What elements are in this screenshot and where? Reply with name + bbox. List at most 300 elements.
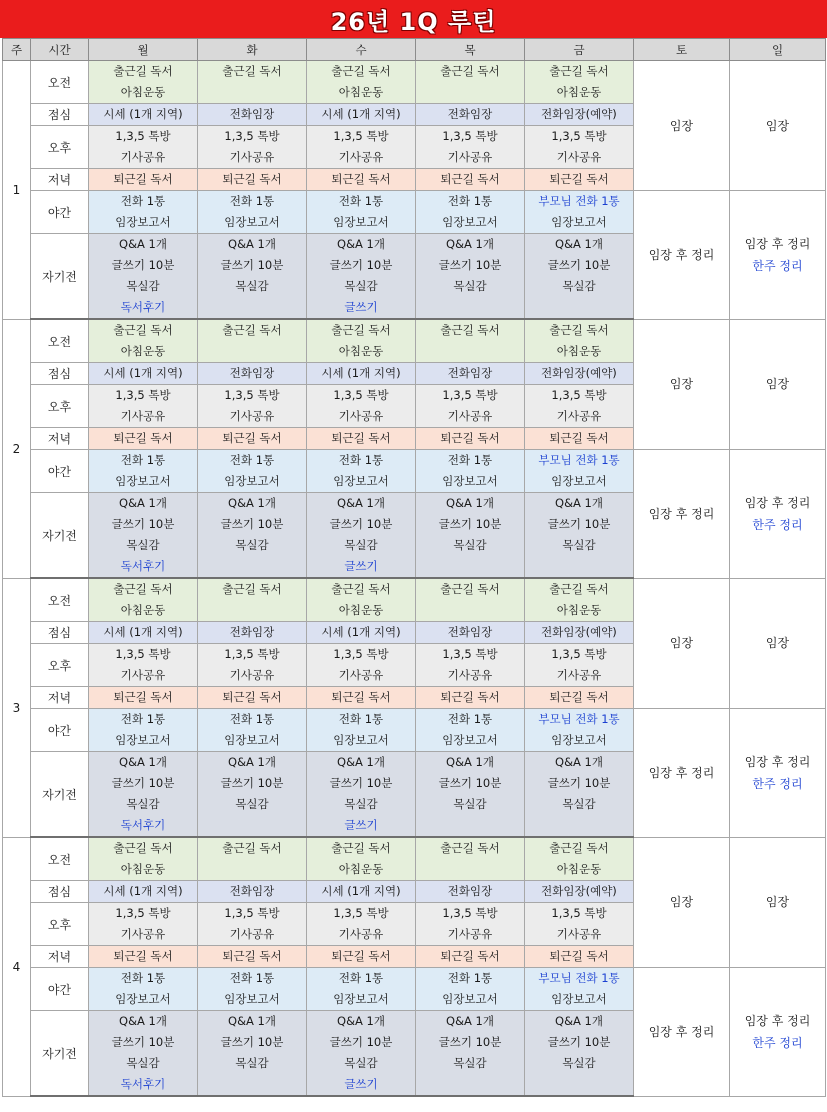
routine-cell <box>307 428 416 450</box>
weekend-sun-review <box>730 450 826 579</box>
routine-cell <box>198 752 307 838</box>
routine-item: Q&A 1개 <box>337 237 385 251</box>
routine-item: 임장보고서 <box>551 733 607 747</box>
routine-cell <box>198 428 307 450</box>
routine-item: 1,3,5 톡방 <box>224 906 280 920</box>
routine-item: 글쓰기 10분 <box>111 776 175 790</box>
weekend-sun-review <box>730 709 826 838</box>
routine-cell <box>198 578 307 622</box>
routine-item: Q&A 1개 <box>446 755 494 769</box>
routine-item: 기사공유 <box>120 927 166 941</box>
routine-item: 아침운동 <box>556 603 602 617</box>
time-slot-label: 야간 <box>31 450 89 493</box>
routine-item: 임장보고서 <box>551 992 607 1006</box>
routine-cell <box>89 968 198 1011</box>
week-4-night-row <box>3 968 826 1011</box>
routine-item: 글쓰기 10분 <box>438 776 502 790</box>
routine-item: 글쓰기 10분 <box>220 258 284 272</box>
routine-item: 전화 1통 <box>338 453 384 467</box>
routine-item: 1,3,5 톡방 <box>442 906 498 920</box>
routine-item: 전화임장 <box>447 625 493 639</box>
routine-item <box>525 556 633 577</box>
routine-item: 전화 1통 <box>447 453 493 467</box>
routine-cell <box>525 837 634 881</box>
routine-cell <box>89 191 198 234</box>
week-4-morning-row <box>3 837 826 881</box>
weekend-sun-review <box>730 191 826 320</box>
routine-item: Q&A 1개 <box>119 237 167 251</box>
routine-item <box>525 297 633 318</box>
routine-item: 전화임장 <box>229 884 275 898</box>
routine-cell <box>416 169 525 191</box>
routine-item: 임장보고서 <box>333 733 389 747</box>
routine-item: 전화 1통 <box>447 712 493 726</box>
routine-cell <box>416 126 525 169</box>
routine-item: Q&A 1개 <box>555 1014 603 1028</box>
routine-cell <box>89 493 198 579</box>
routine-item: 출근길 독서 <box>222 582 282 596</box>
routine-cell <box>198 837 307 881</box>
routine-item: 목실감 <box>453 279 487 293</box>
routine-item: 기사공유 <box>229 409 275 423</box>
routine-item: 목실감 <box>562 1056 596 1070</box>
routine-cell <box>416 363 525 385</box>
routine-item: 퇴근길 독서 <box>331 690 391 704</box>
routine-cell <box>198 61 307 104</box>
weekend-sun-main: 임장 <box>730 61 826 191</box>
routine-item: Q&A 1개 <box>119 496 167 510</box>
routine-cell <box>416 709 525 752</box>
routine-item: 부모님 전화 1통 <box>538 712 620 726</box>
routine-item: 목실감 <box>344 538 378 552</box>
routine-item <box>416 297 524 318</box>
routine-cell <box>416 578 525 622</box>
routine-item: 전화임장 <box>447 366 493 380</box>
routine-item: 전화 1통 <box>120 194 166 208</box>
routine-cell <box>525 61 634 104</box>
routine-item: 글쓰기 10분 <box>111 517 175 531</box>
routine-cell <box>525 169 634 191</box>
routine-item: 임장보고서 <box>333 474 389 488</box>
routine-item: 퇴근길 독서 <box>440 949 500 963</box>
routine-item <box>416 1074 524 1095</box>
routine-cell <box>307 385 416 428</box>
routine-item: 글쓰기 10분 <box>329 258 393 272</box>
routine-item: 1,3,5 톡방 <box>442 129 498 143</box>
routine-cell <box>89 903 198 946</box>
routine-cell <box>525 881 634 903</box>
routine-item: 전화임장 <box>229 107 275 121</box>
routine-item: 1,3,5 톡방 <box>442 388 498 402</box>
routine-item: 1,3,5 톡방 <box>115 906 171 920</box>
routine-item: 독서후기 <box>120 818 166 832</box>
routine-item: 목실감 <box>344 1056 378 1070</box>
routine-item <box>416 556 524 577</box>
routine-cell <box>89 363 198 385</box>
routine-cell <box>89 578 198 622</box>
routine-item: 글쓰기 10분 <box>220 776 284 790</box>
routine-item: 전화임장(예약) <box>541 366 617 380</box>
routine-item: 임장보고서 <box>224 474 280 488</box>
routine-item: 아침운동 <box>120 862 166 876</box>
routine-item <box>198 82 306 103</box>
routine-item: 출근길 독서 <box>113 323 173 337</box>
routine-cell <box>416 450 525 493</box>
routine-cell <box>89 881 198 903</box>
routine-item <box>416 815 524 836</box>
routine-cell <box>307 903 416 946</box>
routine-item: 글쓰기 10분 <box>111 1035 175 1049</box>
routine-item: 아침운동 <box>556 344 602 358</box>
routine-item: 글쓰기 10분 <box>329 776 393 790</box>
routine-item: 아침운동 <box>120 85 166 99</box>
header-week: 주 <box>3 39 31 61</box>
routine-item: 출근길 독서 <box>222 841 282 855</box>
week-3-night-row <box>3 709 826 752</box>
routine-item: Q&A 1개 <box>337 1014 385 1028</box>
routine-cell <box>525 622 634 644</box>
routine-item: 글쓰기 10분 <box>220 1035 284 1049</box>
routine-item: 퇴근길 독서 <box>222 172 282 186</box>
header-time: 시간 <box>31 39 89 61</box>
time-slot-label: 오후 <box>31 644 89 687</box>
routine-item: 1,3,5 톡방 <box>115 129 171 143</box>
routine-item: 임장보고서 <box>224 215 280 229</box>
routine-item: 목실감 <box>562 279 596 293</box>
routine-cell <box>416 61 525 104</box>
routine-item: 독서후기 <box>120 300 166 314</box>
routine-item: 전화임장 <box>229 625 275 639</box>
routine-item: 글쓰기 10분 <box>438 258 502 272</box>
routine-item: 글쓰기 10분 <box>547 517 611 531</box>
routine-item <box>416 341 524 362</box>
routine-item <box>198 556 306 577</box>
routine-item: 임장보고서 <box>333 215 389 229</box>
time-slot-label: 점심 <box>31 363 89 385</box>
weekend-sat-main: 임장 <box>634 319 730 450</box>
routine-item: 기사공유 <box>229 150 275 164</box>
routine-cell <box>89 234 198 320</box>
routine-cell <box>89 644 198 687</box>
routine-item: 글쓰기 10분 <box>111 258 175 272</box>
time-slot-label: 저녁 <box>31 946 89 968</box>
routine-item: 기사공유 <box>338 409 384 423</box>
routine-item: 임장보고서 <box>442 733 498 747</box>
weekend-sat-main: 임장 <box>634 61 730 191</box>
routine-item: 퇴근길 독서 <box>113 431 173 445</box>
routine-item: 기사공유 <box>120 409 166 423</box>
routine-cell <box>525 493 634 579</box>
routine-item: Q&A 1개 <box>228 1014 276 1028</box>
routine-item: 시세 (1개 지역) <box>321 884 401 898</box>
routine-cell <box>89 1011 198 1097</box>
routine-item: 기사공유 <box>338 927 384 941</box>
routine-cell <box>198 946 307 968</box>
week-1-morning-row <box>3 61 826 104</box>
routine-item: 1,3,5 톡방 <box>551 647 607 661</box>
routine-item: 임장보고서 <box>551 215 607 229</box>
routine-item: 글쓰기 10분 <box>329 1035 393 1049</box>
routine-item: 출근길 독서 <box>549 64 609 78</box>
routine-cell <box>416 968 525 1011</box>
routine-cell <box>89 709 198 752</box>
routine-item: 임장보고서 <box>115 733 171 747</box>
header-sat: 토 <box>634 39 730 61</box>
routine-item: 전화임장(예약) <box>541 625 617 639</box>
routine-cell <box>198 903 307 946</box>
time-slot-label: 점심 <box>31 881 89 903</box>
routine-item: 목실감 <box>453 538 487 552</box>
routine-item: 아침운동 <box>556 85 602 99</box>
routine-cell <box>89 687 198 709</box>
routine-item: 부모님 전화 1통 <box>538 453 620 467</box>
time-slot-label: 오전 <box>31 61 89 104</box>
routine-cell <box>416 752 525 838</box>
routine-item: 퇴근길 독서 <box>222 949 282 963</box>
routine-item: 글쓰기 10분 <box>547 258 611 272</box>
routine-item: 기사공유 <box>120 150 166 164</box>
routine-cell <box>198 126 307 169</box>
routine-item: 출근길 독서 <box>440 64 500 78</box>
routine-item: 부모님 전화 1통 <box>538 194 620 208</box>
routine-item: 퇴근길 독서 <box>113 949 173 963</box>
week-1-night-row <box>3 191 826 234</box>
routine-item: 목실감 <box>126 797 160 811</box>
routine-item: 임장보고서 <box>442 474 498 488</box>
routine-item: 임장보고서 <box>551 474 607 488</box>
routine-item <box>198 297 306 318</box>
time-slot-label: 점심 <box>31 622 89 644</box>
time-slot-label: 자기전 <box>31 234 89 320</box>
routine-item: 기사공유 <box>447 927 493 941</box>
routine-item: 전화임장 <box>447 884 493 898</box>
week-number: 2 <box>3 319 31 578</box>
routine-item: 1,3,5 톡방 <box>333 388 389 402</box>
routine-item: 글쓰기 10분 <box>547 1035 611 1049</box>
time-slot-label: 오후 <box>31 385 89 428</box>
routine-item: 전화 1통 <box>338 971 384 985</box>
routine-cell <box>416 622 525 644</box>
weekend-sat-review: 임장 후 정리 <box>634 191 730 320</box>
routine-item <box>198 600 306 621</box>
routine-item: 목실감 <box>126 1056 160 1070</box>
routine-cell <box>307 234 416 320</box>
routine-cell <box>307 687 416 709</box>
weekend-sun-main: 임장 <box>730 578 826 709</box>
weekend-sun-review <box>730 968 826 1097</box>
routine-item: 글쓰기 10분 <box>329 517 393 531</box>
routine-cell <box>525 191 634 234</box>
routine-cell <box>89 104 198 126</box>
routine-cell <box>89 837 198 881</box>
routine-cell <box>89 428 198 450</box>
routine-item: 1,3,5 톡방 <box>224 647 280 661</box>
routine-cell <box>198 1011 307 1097</box>
routine-item: 임장보고서 <box>224 992 280 1006</box>
routine-item: 글쓰기 10분 <box>547 776 611 790</box>
routine-cell <box>525 709 634 752</box>
weekend-sun-review-line: 임장 후 정리 <box>744 236 811 251</box>
routine-item: 아침운동 <box>338 862 384 876</box>
routine-item <box>198 815 306 836</box>
routine-cell <box>307 578 416 622</box>
routine-item: 독서후기 <box>120 559 166 573</box>
week-3-morning-row <box>3 578 826 622</box>
routine-cell <box>416 881 525 903</box>
routine-item: 글쓰기 <box>344 1077 378 1091</box>
weekend-sat-review: 임장 후 정리 <box>634 968 730 1097</box>
time-slot-label: 자기전 <box>31 493 89 579</box>
routine-cell <box>307 709 416 752</box>
routine-item: 시세 (1개 지역) <box>321 366 401 380</box>
routine-cell <box>89 385 198 428</box>
header-fri: 금 <box>525 39 634 61</box>
routine-item: 1,3,5 톡방 <box>442 647 498 661</box>
routine-cell <box>198 644 307 687</box>
routine-cell <box>307 1011 416 1097</box>
weekend-sun-review-line: 임장 후 정리 <box>744 754 811 769</box>
routine-item <box>416 82 524 103</box>
weekend-sat-review: 임장 후 정리 <box>634 709 730 838</box>
routine-item: 임장보고서 <box>115 992 171 1006</box>
routine-item: Q&A 1개 <box>228 755 276 769</box>
routine-item: 퇴근길 독서 <box>222 431 282 445</box>
routine-item: 임장보고서 <box>442 992 498 1006</box>
routine-item: 전화임장(예약) <box>541 107 617 121</box>
routine-cell <box>89 450 198 493</box>
routine-cell <box>416 319 525 363</box>
routine-item: 부모님 전화 1통 <box>538 971 620 985</box>
time-slot-label: 점심 <box>31 104 89 126</box>
time-slot-label: 야간 <box>31 968 89 1011</box>
routine-item: 1,3,5 톡방 <box>551 129 607 143</box>
week-number: 3 <box>3 578 31 837</box>
routine-item: 전화 1통 <box>447 194 493 208</box>
routine-item: 글쓰기 <box>344 559 378 573</box>
routine-item: 퇴근길 독서 <box>222 690 282 704</box>
routine-item: 임장보고서 <box>115 474 171 488</box>
routine-item: 기사공유 <box>338 668 384 682</box>
routine-item: 독서후기 <box>120 1077 166 1091</box>
routine-cell <box>89 946 198 968</box>
routine-cell <box>416 104 525 126</box>
routine-cell <box>89 319 198 363</box>
routine-item <box>198 1074 306 1095</box>
routine-cell <box>525 319 634 363</box>
routine-item: 전화 1통 <box>229 971 275 985</box>
weekend-sun-weekly-review: 한주 정리 <box>752 1035 803 1050</box>
time-slot-label: 저녁 <box>31 428 89 450</box>
routine-item: 퇴근길 독서 <box>331 172 391 186</box>
week-2-night-row <box>3 450 826 493</box>
routine-cell <box>307 752 416 838</box>
routine-item: 퇴근길 독서 <box>440 431 500 445</box>
routine-cell <box>416 191 525 234</box>
routine-item: 전화 1통 <box>229 194 275 208</box>
time-slot-label: 오후 <box>31 126 89 169</box>
routine-item: Q&A 1개 <box>337 755 385 769</box>
weekend-sat-main: 임장 <box>634 578 730 709</box>
weekend-sun-weekly-review: 한주 정리 <box>752 776 803 791</box>
routine-cell <box>89 126 198 169</box>
routine-item: 아침운동 <box>120 603 166 617</box>
routine-item: 전화 1통 <box>229 453 275 467</box>
routine-cell <box>416 903 525 946</box>
routine-item: Q&A 1개 <box>228 496 276 510</box>
time-slot-label: 자기전 <box>31 752 89 838</box>
routine-cell <box>416 234 525 320</box>
routine-cell <box>525 578 634 622</box>
routine-cell <box>416 946 525 968</box>
weekend-sat-main: 임장 <box>634 837 730 968</box>
routine-item: 전화 1통 <box>229 712 275 726</box>
routine-item: 출근길 독서 <box>331 582 391 596</box>
routine-item: 글쓰기 10분 <box>438 1035 502 1049</box>
routine-item: 퇴근길 독서 <box>113 172 173 186</box>
routine-cell <box>198 319 307 363</box>
routine-cell <box>525 428 634 450</box>
routine-item: 목실감 <box>126 279 160 293</box>
routine-item <box>416 600 524 621</box>
routine-cell <box>525 234 634 320</box>
routine-item: 글쓰기 <box>344 300 378 314</box>
routine-item: 임장보고서 <box>333 992 389 1006</box>
weekend-sun-review-line: 임장 후 정리 <box>744 1013 811 1028</box>
routine-item: 퇴근길 독서 <box>440 690 500 704</box>
routine-item: 기사공유 <box>556 150 602 164</box>
routine-cell <box>307 644 416 687</box>
routine-item: 1,3,5 톡방 <box>333 129 389 143</box>
routine-cell <box>307 319 416 363</box>
routine-item: 기사공유 <box>229 927 275 941</box>
routine-item: 전화임장(예약) <box>541 884 617 898</box>
routine-item: 1,3,5 톡방 <box>115 388 171 402</box>
routine-cell <box>416 837 525 881</box>
routine-item: 출근길 독서 <box>331 64 391 78</box>
routine-cell <box>89 752 198 838</box>
time-slot-label: 야간 <box>31 191 89 234</box>
week-2-morning-row <box>3 319 826 363</box>
time-slot-label: 오전 <box>31 578 89 622</box>
routine-cell <box>198 234 307 320</box>
routine-item: Q&A 1개 <box>555 237 603 251</box>
routine-item: 전화 1통 <box>338 712 384 726</box>
routine-item: 출근길 독서 <box>331 841 391 855</box>
routine-item: Q&A 1개 <box>119 1014 167 1028</box>
routine-cell <box>198 104 307 126</box>
routine-item: 기사공유 <box>447 668 493 682</box>
routine-item: 글쓰기 10분 <box>438 517 502 531</box>
header-thu: 목 <box>416 39 525 61</box>
routine-cell <box>525 968 634 1011</box>
routine-item: 목실감 <box>453 1056 487 1070</box>
routine-cell <box>307 126 416 169</box>
routine-cell <box>198 968 307 1011</box>
routine-cell <box>525 385 634 428</box>
routine-item: 기사공유 <box>338 150 384 164</box>
routine-cell <box>198 622 307 644</box>
routine-cell <box>307 61 416 104</box>
routine-item: 출근길 독서 <box>440 582 500 596</box>
routine-item: 시세 (1개 지역) <box>103 366 183 380</box>
routine-item: 목실감 <box>235 1056 269 1070</box>
routine-item: 기사공유 <box>556 409 602 423</box>
routine-item: 출근길 독서 <box>331 323 391 337</box>
header-tue: 화 <box>198 39 307 61</box>
routine-item: Q&A 1개 <box>337 496 385 510</box>
routine-item <box>198 859 306 880</box>
routine-cell <box>525 126 634 169</box>
